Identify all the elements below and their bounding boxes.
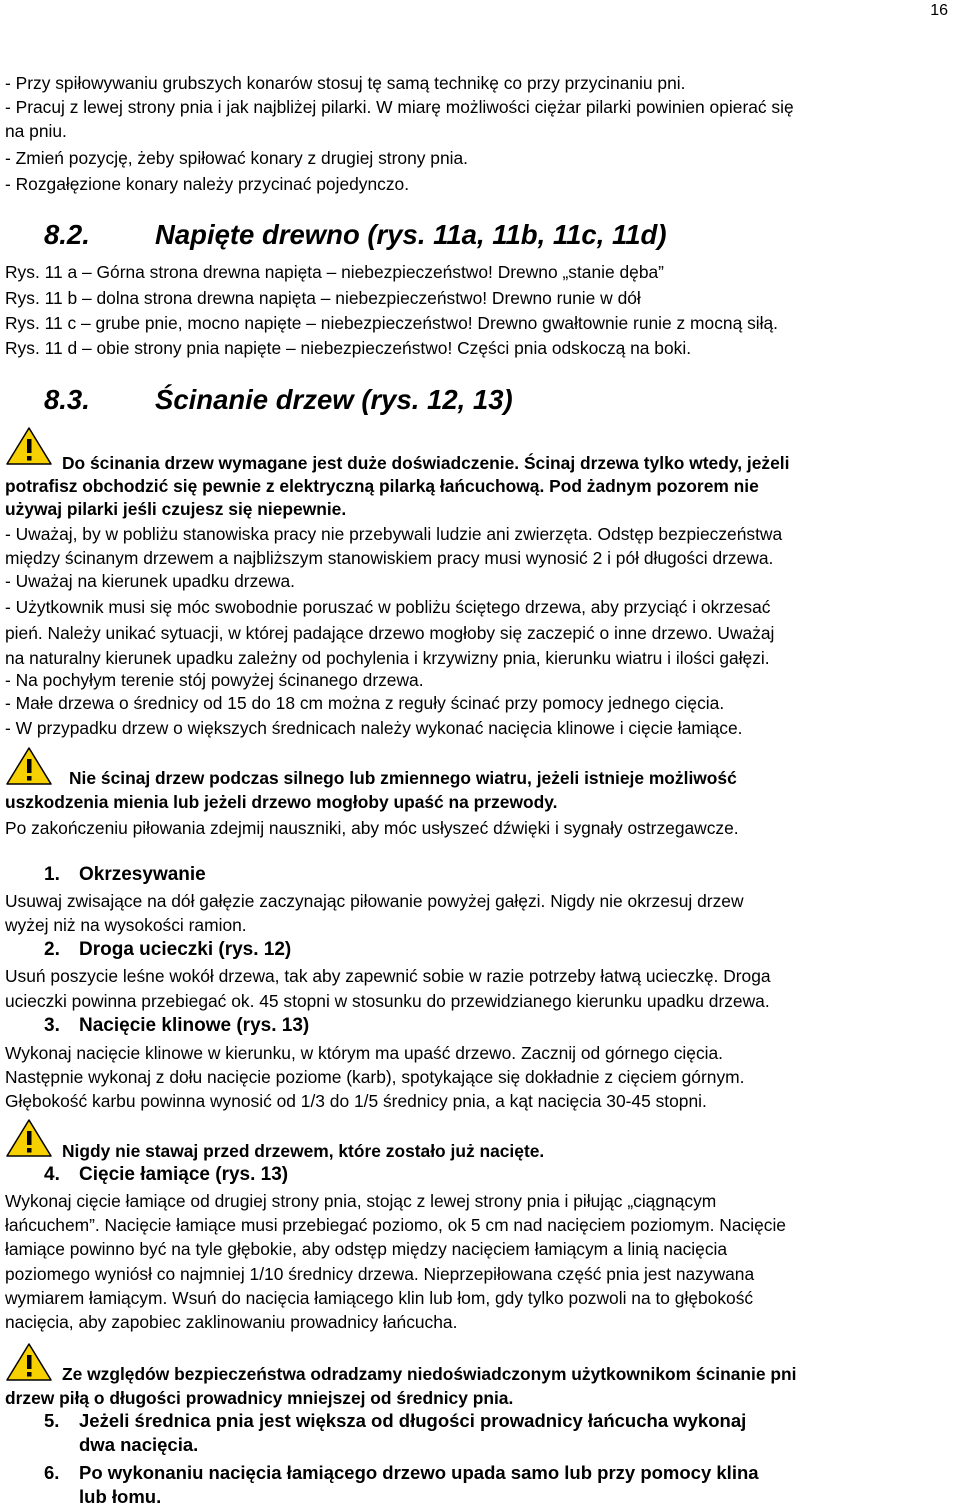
- body-line: pień. Należy unikać sytuacji, w której padające drzewo mogłoby się zaczepić o inne drzewo. Uważaj: [5, 623, 775, 643]
- body-line: wymiarem łamiącym. Wsuń do nacięcia łamiącego klin lub łom, gdy tylko pozwoli na to głębokość: [5, 1288, 754, 1308]
- step-number: 1.: [44, 864, 60, 885]
- warning-text: potrafisz obchodzić się pewnie z elektryczną pilarką łańcuchową. Pod żadnym pozorem nie: [5, 476, 759, 496]
- intro-line: - Rozgałęzione konary należy przycinać pojedynczo.: [5, 174, 410, 194]
- warning-triangle-icon: [5, 746, 53, 786]
- body-line: ucieczki powinna przebiegać ok. 45 stopni w stosunku do przewidzianego kierunku upadku drzewa.: [5, 991, 770, 1011]
- step-number: 3.: [44, 1015, 60, 1036]
- warning-text: uszkodzenia mienia lub jeżeli drzewo mogłoby upaść na przewody.: [5, 792, 558, 812]
- body-line: Po zakończeniu piłowania zdejmij nauszniki, aby móc usłyszeć dźwięki i sygnały ostrzegawcze.: [5, 818, 739, 838]
- warning-text: używaj pilarki jeśli czujesz się niepewnie.: [5, 499, 347, 519]
- body-line: między ścinanym drzewem a najbliższym stanowiskiem pracy musi wynosić 2 i pół długości drzewa.: [5, 548, 774, 568]
- intro-line: - Pracuj z lewej strony pnia i jak najbliżej pilarki. W miarę możliwości ciężar pilarki powinien opierać się: [5, 97, 794, 117]
- section-number: 8.2.: [44, 219, 90, 250]
- body-line: poziomego wyniósł co najmniej 1/10 średnicy drzewa. Nieprzepiłowana część pnia jest nazywana: [5, 1264, 755, 1284]
- body-line: Następnie wykonaj z dołu nacięcie poziome (karb), spotykające się dokładnie z cięciem górnym.: [5, 1067, 745, 1087]
- figure-note: Rys. 11 a – Górna strona drewna napięta – niebezpieczeństwo! Drewno „stanie dęba”: [5, 262, 664, 282]
- body-line: - Na pochyłym terenie stój powyżej ścinanego drzewa.: [5, 670, 424, 690]
- body-line: łamiące powinno być na tyle głębokie, aby odstęp między nacięciem łamiącym a linią nacięcia: [5, 1239, 728, 1259]
- warning-text: Nie ścinaj drzew podczas silnego lub zmiennego wiatru, jeżeli istnieje możliwość: [69, 768, 737, 788]
- body-line: - Małe drzewa o średnicy od 15 do 18 cm można z reguły ścinać przy pomocy jednego cięcia.: [5, 693, 725, 713]
- step-number: 2.: [44, 939, 60, 960]
- warning-text: Nigdy nie stawaj przed drzewem, które zostało już nacięte.: [62, 1141, 545, 1161]
- list-item-text: dwa nacięcia.: [79, 1434, 199, 1455]
- warning-triangle-icon: [5, 1342, 53, 1382]
- body-line: Wykonaj nacięcie klinowe w kierunku, w którym ma upaść drzewo. Zacznij od górnego cięcia.: [5, 1043, 724, 1063]
- section-title: Ścinanie drzew (rys. 12, 13): [155, 384, 513, 415]
- figure-note: Rys. 11 b – dolna strona drewna napięta – niebezpieczeństwo! Drewno runie w dół: [5, 288, 641, 308]
- step-title: Cięcie łamiące (rys. 13): [79, 1164, 289, 1185]
- list-number: 6.: [44, 1462, 60, 1483]
- body-line: na naturalny kierunek upadku zależny od pochylenia i krzywizny pnia, kierunku wiatru i ilości gałęzi.: [5, 648, 770, 668]
- warning-text: drzew piłą o długości prowadnicy mniejszej od średnicy pnia.: [5, 1388, 514, 1408]
- list-number: 5.: [44, 1410, 60, 1431]
- step-title: Okrzesywanie: [79, 864, 206, 885]
- body-line: - Uważaj na kierunek upadku drzewa.: [5, 571, 295, 591]
- body-line: - Użytkownik musi się móc swobodnie poruszać w pobliżu ściętego drzewa, aby przyciąć i okrzesać: [5, 597, 771, 617]
- body-line: Wykonaj cięcie łamiące od drugiej strony pnia, stojąc z lewej strony pnia i piłując „ciągnącym: [5, 1191, 717, 1211]
- step-title: Nacięcie klinowe (rys. 13): [79, 1015, 310, 1036]
- intro-line: - Zmień pozycję, żeby spiłować konary z drugiej strony pnia.: [5, 148, 468, 168]
- warning-text: Ze względów bezpieczeństwa odradzamy niedoświadczonym użytkownikom ścinanie pni: [62, 1364, 797, 1384]
- section-title: Napięte drewno (rys. 11a, 11b, 11c, 11d): [155, 219, 667, 250]
- step-number: 4.: [44, 1164, 60, 1185]
- warning-text: Do ścinania drzew wymagane jest duże doświadczenie. Ścinaj drzewa tylko wtedy, jeżeli: [62, 453, 790, 473]
- intro-line: - Przy spiłowywaniu grubszych konarów stosuj tę samą technikę co przy przycinaniu pni.: [5, 73, 686, 93]
- body-line: wyżej niż na wysokości ramion.: [5, 915, 247, 935]
- intro-line: na pniu.: [5, 121, 67, 141]
- figure-note: Rys. 11 d – obie strony pnia napięte – niebezpieczeństwo! Części pnia odskoczą na boki.: [5, 338, 692, 358]
- body-line: łańcuchem”. Nacięcie łamiące musi przebiegać poziomo, ok 5 cm nad nacięciem poziomym. Nacięcie: [5, 1215, 786, 1235]
- list-item-text: Jeżeli średnica pnia jest większa od długości prowadnicy łańcucha wykonaj: [79, 1410, 747, 1431]
- step-title: Droga ucieczki (rys. 12): [79, 939, 292, 960]
- body-line: - W przypadku drzew o większych średnicach należy wykonać nacięcia klinowe i cięcie łamiące.: [5, 718, 743, 738]
- warning-triangle-icon: [5, 1118, 53, 1158]
- figure-note: Rys. 11 c – grube pnie, mocno napięte – niebezpieczeństwo! Drewno gwałtownie runie z mocną siłą.: [5, 313, 779, 333]
- section-number: 8.3.: [44, 384, 90, 415]
- body-line: Usuń poszycie leśne wokół drzewa, tak aby zapewnić sobie w razie potrzeby łatwą ucieczkę. Droga: [5, 966, 771, 986]
- body-line: - Uważaj, by w pobliżu stanowiska pracy nie przebywali ludzie ani zwierzęta. Odstęp bezpieczeństwa: [5, 524, 783, 544]
- warning-triangle-icon: [5, 426, 53, 466]
- page-number: 16: [930, 2, 948, 19]
- body-line: nacięcia, aby zapobiec zaklinowaniu prowadnicy łańcucha.: [5, 1312, 458, 1332]
- body-line: Głębokość karbu powinna wynosić od 1/3 do 1/5 średnicy pnia, a kąt nacięcia 30-45 stopni.: [5, 1091, 707, 1111]
- body-line: Usuwaj zwisające na dół gałęzie zaczynając piłowanie powyżej gałęzi. Nigdy nie okrzesuj drzew: [5, 891, 744, 911]
- list-item-text: Po wykonaniu nacięcia łamiącego drzewo upada samo lub przy pomocy klina: [79, 1462, 759, 1483]
- list-item-text: lub łomu.: [79, 1486, 162, 1507]
